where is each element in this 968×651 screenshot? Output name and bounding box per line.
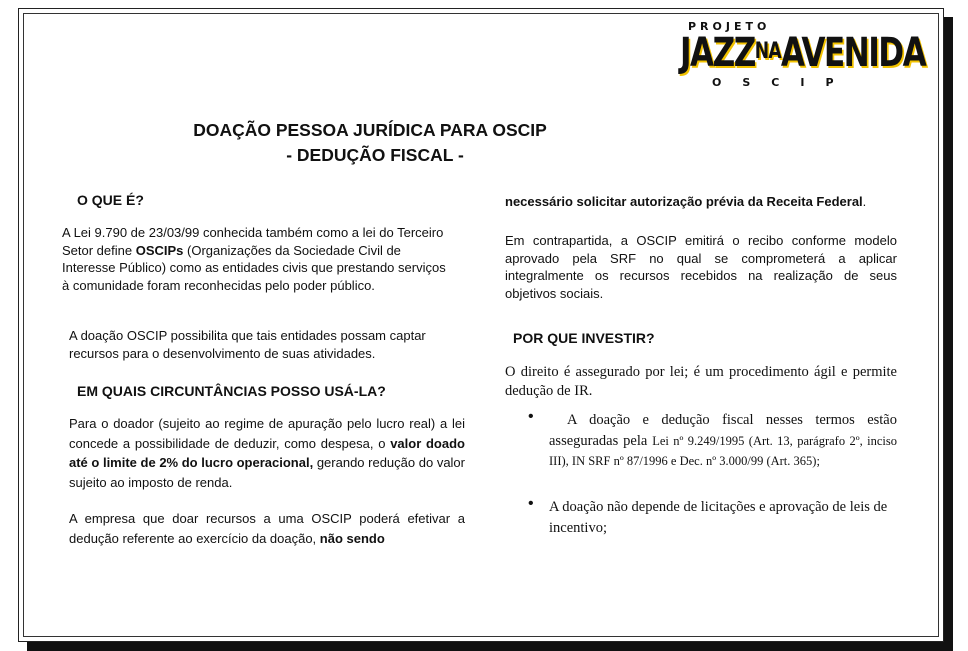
bullet-item-1 — [549, 410, 897, 472]
bullet-item-1-text-b: Lei nº 9.249/1995 (Art. 13, parágrafo 2º, inciso III), IN SRF nº 87/1996 e Dec. nº 3.000/99 (Art. 365); — [549, 433, 897, 468]
logo — [680, 20, 926, 98]
logo-word-na: NA — [754, 39, 781, 64]
paragraph-direito-assegurado: O direito é assegurado por lei; é um procedimento ágil e permite dedução de IR. — [505, 364, 897, 399]
logo-top-text: PROJETO — [688, 20, 771, 33]
title-line-1: DOAÇÃO PESSOA JURÍDICA PARA OSCIP — [193, 120, 547, 140]
paragraph-lei-oscip — [62, 224, 448, 294]
paragraph-contrapartida: Em contrapartida, a OSCIP emitirá o recibo conforme modelo aprovado pela SRF no qual se comprometerá a aplicar integralmente os recursos recebidos na realização de seus objetivos sociais. — [505, 233, 897, 301]
logo-word-avenida: AVENIDA — [780, 30, 926, 76]
paragraph-para-o-doador-text-a: Para o doador (sujeito ao regime de apuração pelo lucro real) a lei concede a possibilidade de deduzir, como despesa, o — [69, 416, 465, 451]
bullet-2: • — [528, 495, 534, 512]
logo-bottom-text: OSCIP — [712, 76, 855, 89]
logo-word-jazz: JAZZ — [680, 30, 755, 76]
paragraph-lei-oscip-bold: OSCIPs — [135, 242, 184, 258]
paragraph-lei-oscip-text-b: (Organizações da Sociedade Civil de Interesse Público) como as entidades civis que prestando serviços à comunidade foram reconhecidas pelo poder público. — [62, 242, 446, 293]
paragraph-autorizacao-bold: necessário solicitar autorização prévia da Receita Federal — [505, 194, 863, 209]
paragraph-empresa-doar — [69, 509, 465, 548]
paragraph-empresa-doar-text: A empresa que doar recursos a uma OSCIP poderá efetivar a dedução referente ao exercício da doação, — [69, 511, 465, 546]
paragraph-autorizacao-end: . — [862, 194, 867, 209]
heading-circunstancias: EM QUAIS CIRCUNTÂNCIAS POSSO USÁ-LA? — [77, 383, 386, 399]
paragraph-empresa-doar-bold: não sendo — [319, 530, 385, 546]
bullet-item-2: A doação não depende de licitações e aprovação de leis de incentivo; — [549, 499, 888, 536]
paragraph-lei-oscip-text-a: A Lei 9.790 de 23/03/99 conhecida também como a lei do Terceiro Setor define — [62, 225, 444, 258]
logo-main-text — [680, 29, 925, 75]
paragraph-para-o-doador-bold: valor doado até o limite de 2% do lucro operacional, — [69, 435, 465, 470]
page-title — [90, 118, 650, 168]
heading-o-que-e: O QUE É? — [77, 192, 144, 208]
paragraph-autorizacao-previa — [505, 193, 905, 211]
paragraph-para-o-doador-text-b: gerando redução do valor sujeito ao imposto de renda. — [69, 455, 465, 490]
bullet-1: • — [528, 408, 534, 425]
paragraph-para-o-doador — [69, 414, 465, 492]
bullet-item-1-text-a: A doação e dedução fiscal nesses termos estão asseguradas pela — [549, 412, 897, 449]
title-line-2: - DEDUÇÃO FISCAL - — [286, 145, 464, 165]
paragraph-doacao-possibilita: A doação OSCIP possibilita que tais entidades possam captar recursos para o desenvolvimento de suas atividades. — [69, 328, 426, 361]
heading-por-que-investir: POR QUE INVESTIR? — [513, 330, 655, 346]
